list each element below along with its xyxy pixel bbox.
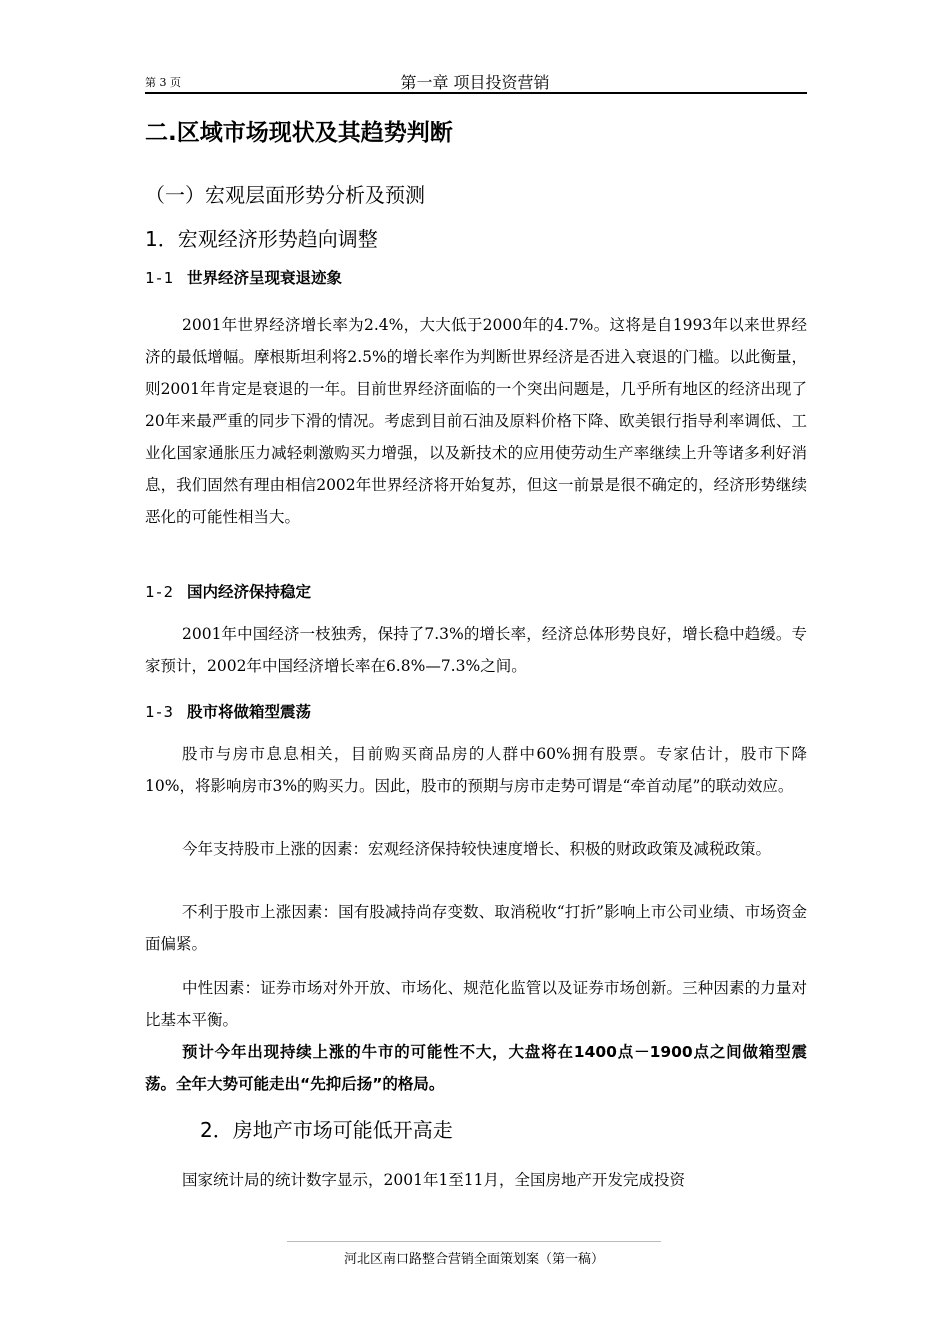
paragraph-negative-factors: 不利于股市上涨因素：国有股减持尚存变数、取消税收“打折”影响上市公司业绩、市场资金面偏紧。 xyxy=(145,903,807,953)
paragraph-world-economy: 2001年世界经济增长率为2.4%，大大低于2000年的4.7%。这将是自1993年以来世界经济的最低增幅。摩根斯坦利将2.5%的增长率作为判断世界经济是否进入衰退的门槛。以此衡量，则2001年肯定是衰退的一年。目前世界经济面临的一个突出问题是，几乎所有地区的经济出现了20年来最严重的同步下滑的情况。考虑到目前石油及原料价格下降、欧美银行指导利率调低、工业化国家通胀压力减轻刺激购买力增强，以及新技术的应用使劳动生产率继续上升等诸多利好消息，我们固然有理由相信2002年世界经济将开始复苏，但这一前景是很不确定的，经济形势继续恶化的可能性相当大。 xyxy=(145,316,807,526)
paragraph-supporting-factors: 今年支持股市上涨的因素：宏观经济保持较快速度增长、积极的财政政策及减税政策。 xyxy=(182,840,772,858)
heading-1-3-text: 股市将做箱型震荡 xyxy=(187,703,312,721)
heading-1-2 xyxy=(145,580,311,602)
paragraph-stock-market: 股市与房市息息相关，目前购买商品房的人群中60%拥有股票。专家估计，股市下降10%，将影响房市3%的购买力。因此，股市的预期与房市走势可谓是“牵首动尾”的联动效应。 xyxy=(145,745,807,795)
heading-1-2-text: 国内经济保持稳定 xyxy=(187,583,312,601)
heading-1-3 xyxy=(145,700,311,722)
footer-text: 河北区南口路整合营销全面策划案（第一稿） xyxy=(343,1252,604,1267)
footer-rule xyxy=(287,1241,661,1242)
paragraph-real-estate: 国家统计局的统计数字显示，2001年1至11月，全国房地产开发完成投资 xyxy=(182,1171,686,1189)
subsection-heading-1: 1．宏观经济形势趋向调整 xyxy=(145,227,378,251)
paragraph-forecast: 预计今年出现持续上涨的牛市的可能性不大，大盘将在1400点－1900点之间做箱型震荡。全年大势可能走出“先抑后扬”的格局。 xyxy=(145,1043,807,1093)
heading-1-2-number: 1-2 xyxy=(145,583,173,601)
heading-1-1 xyxy=(145,266,342,288)
paragraph-neutral-factors: 中性因素：证券市场对外开放、市场化、规范化监管以及证券市场创新。三种因素的力量对比基本平衡。 xyxy=(145,979,807,1029)
section-heading: （一）宏观层面形势分析及预测 xyxy=(145,183,425,207)
heading-1-1-text: 世界经济呈现衰退迹象 xyxy=(187,269,343,287)
header-page-number: 第 3 页 xyxy=(145,76,181,89)
page-title: 二.区域市场现状及其趋势判断 xyxy=(145,120,453,146)
heading-1-3-number: 1-3 xyxy=(145,703,173,721)
header-rule xyxy=(145,92,807,94)
subsection-heading-2: 2．房地产市场可能低开高走 xyxy=(200,1118,453,1142)
paragraph-domestic-economy: 2001年中国经济一枝独秀，保持了7.3%的增长率，经济总体形势良好，增长稳中趋缓。专家预计，2002年中国经济增长率在6.8%—7.3%之间。 xyxy=(145,625,807,675)
header-chapter-title: 第一章 项目投资营销 xyxy=(400,73,550,92)
heading-1-1-number: 1-1 xyxy=(145,269,173,287)
